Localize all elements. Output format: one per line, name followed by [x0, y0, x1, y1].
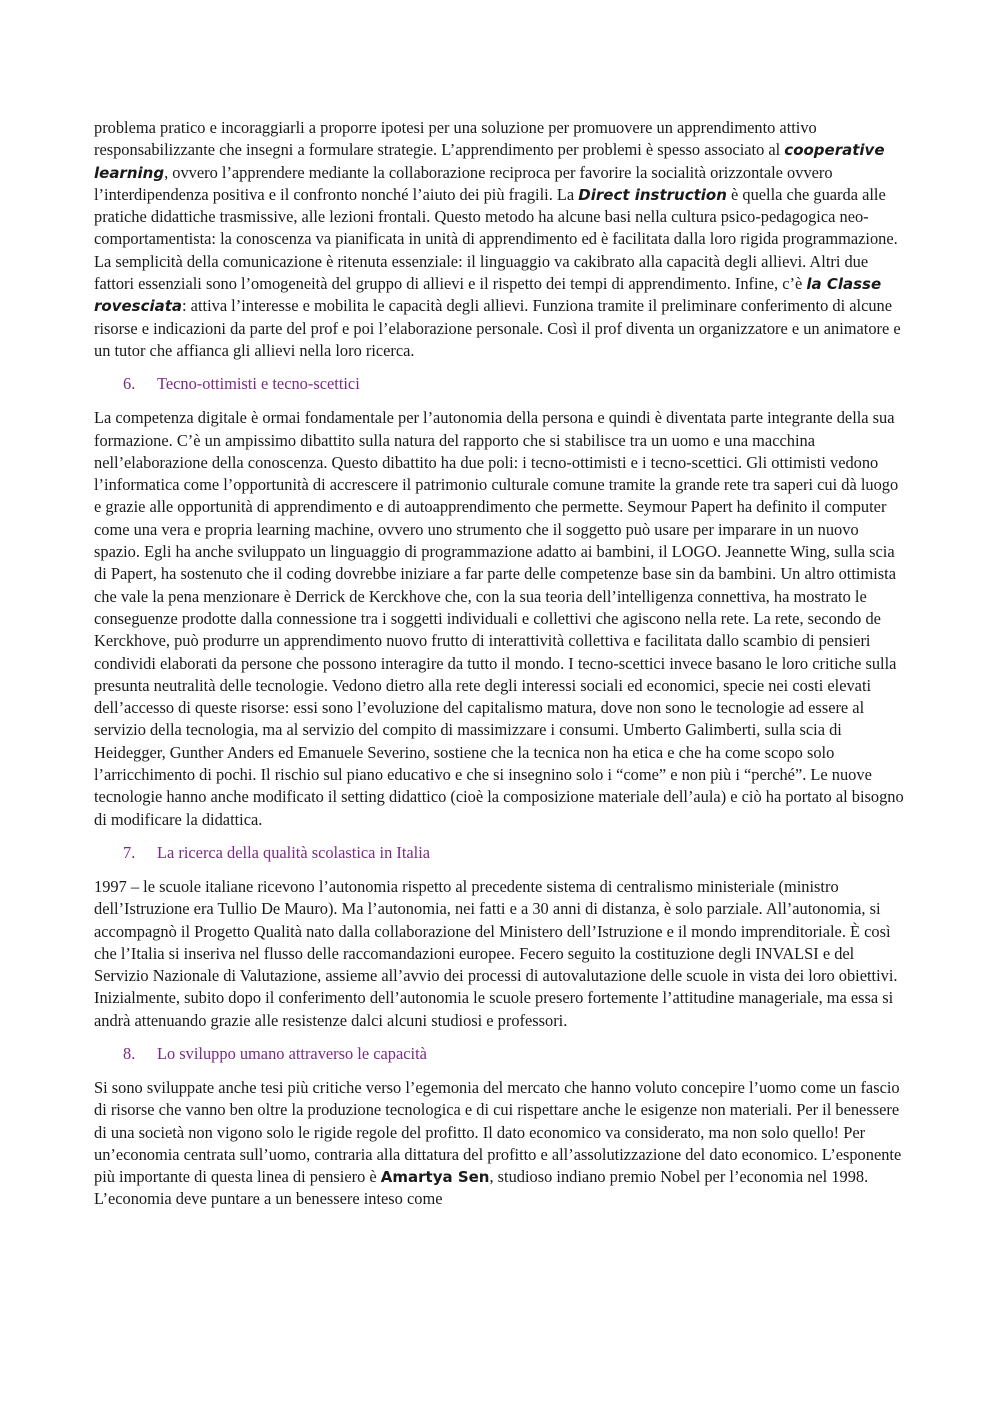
- section-heading-6: [94, 373, 906, 395]
- section-number: 8.: [123, 1043, 136, 1063]
- section-heading-7: [94, 842, 906, 864]
- term-direct-instruction: Direct instruction: [578, 185, 727, 204]
- paragraph-human-development: Si sono sviluppate anche tesi più critiche verso l’egemonia del mercato che hanno voluto concepire l’uomo come un fascio di risorse che vanno ben oltre la produzione tecnologica e di cui rispettare anche le esigenze non materiali. Per il benessere di una società non vigono solo le rigide regole del profitto. Il dato economico va considerato, ma non solo quello! Per un’economia centrata sull’uomo, contraria alla dittatura del profitto e all’assolutizzazione del dato economico. L’esponente più importante di questa linea di pensiero è Amartya Sen, studioso indiano premio Nobel per l’economia nel 1998. L’economia deve puntare a un benessere inteso come: [94, 1077, 902, 1209]
- section-number: 6.: [123, 374, 136, 394]
- paragraph-techno-debate: La competenza digitale è ormai fondamentale per l’autonomia della persona e quindi è diventata parte integrante della sua formazione. C’è un ampissimo dibattito sulla natura del rapporto che si stabilisce tra un uomo e una macchina nell’elaborazione della conoscenza. Questo dibattito ha due poli: i tecno-ottimisti e i tecno-scettici. Gli ottimisti vedono l’informatica come l’opportunità di accrescere il patrimonio culturale comune tramite la grande rete tra saperi cui dà luogo e grazie alle opportunità di apprendimento e di autoapprendimento che permette. Seymour Papert ha definito il computer come una vera e propria learning machine, ovvero uno strumento che il soggetto può usare per imparare in un nuovo spazio. Egli ha anche sviluppato un linguaggio di programmazione adatto ai bambini, il LOGO. Jeannette Wing, sulla scia di Papert, ha sostenuto che il coding dovrebbe iniziare a far parte delle competenze base sin da bambini. Un altro ottimista che vale la pena menzionare è Derrick de Kerckhove che, con la sua teoria dell’intelligenza connettiva, ha mostrato le conseguenze prodotte dalla connessione tra i soggetti individuali e collettivi che agiscono nella rete. La rete, secondo de Kerckhove, può produrre un apprendimento nuovo frutto di interattività collettiva e facilitata dallo scambio di pensieri condividi elaborati da persone che possono interagire da tutto il mondo. I tecno-scettici invece basano le loro critiche sulla presunta neutralità delle tecnologie. Vedono dietro alla rete degli interessi sociali ed economici, specie nei costi elevati dell’accesso di queste risorse: essi sono l’evoluzione del capitalismo matura, dove non sono le tecnologie ad essere al servizio della tecnologia, ma al servizio del compito di massimizzare i consumi. Umberto Galimberti, sulla scia di Heidegger, Gunther Anders ed Emanuele Severino, sostiene che la tecnica non ha etica e che ha come scopo solo l’arricchimento di pochi. Il rischio sul piano educativo e che si insegnino solo i “come” e non più i “perché”. Le nuove tecnologie hanno anche modificato il setting didattico (cioè la composizione materiale dell’aula) e ciò ha portato al bisogno di modificare la didattica.: [94, 408, 904, 829]
- section-number: 7.: [123, 842, 136, 862]
- document-page: [94, 117, 906, 1222]
- term-cooperative-learning: cooperative learning: [94, 141, 885, 182]
- paragraph-school-quality: 1997 – le scuole italiane ricevono l’autonomia rispetto al precedente sistema di centralismo ministeriale (ministro dell’Istruzione era Tullio De Mauro). Ma l’autonomia, nei fatti e a 30 anni di distanza, è solo parziale. All’autonomia, si accompagnò il Progetto Qualità nato dalla collaborazione del Ministero dell’Istruzione e il mondo imprenditoriale. È così che l’Italia si inseriva nel flusso delle raccomandazioni europee. Fecero seguito la costituzione degli INVALSI e del Servizio Nazionale di Valutazione, assieme all’avvio dei processi di autovalutazione delle scuole in vista dei loro obiettivi. Inizialmente, subito dopo il conferimento dell’autonomia le scuole presero fortemente l’attitudine manageriale, ma essa si andrà attenuando grazie alle resistenze dalci alcuni studiosi e professori.: [94, 876, 898, 1030]
- term-classe-rovesciata: la Classe rovesciata: [94, 275, 882, 316]
- paragraph-didactic-methods: problema pratico e incoraggiarli a proporre ipotesi per una soluzione per promuovere un apprendimento attivo responsabilizzante che insegni a formulare strategie. L’apprendimento per problemi è spesso associato al cooperative learning, ovvero l’apprendere mediante la collaborazione reciproca per favorire la socialità orizzontale ovvero l’interdipendenza positiva e il confronto nonché l’aiuto dei più fragili. La Direct instruction è quella che guarda alle pratiche didattiche trasmissive, alle lezioni frontali. Questo metodo ha alcune basi nella cultura psico-pedagogica neo-comportamentista: la conoscenza va pianificata in unità di apprendimento ed è facilitata dalla loro rigida programmazione. La semplicità della comunicazione è ritenuta essenziale: il linguaggio va cakibrato alla capacità degli allievi. Altri due fattori essenziali sono l’omogeneità del gruppo di allievi e il rispetto dei tempi di apprendimento. Infine, c’è la Classe rovesciata: attiva l’interesse e mobilita le capacità degli allievi. Funziona tramite il preliminare conferimento di alcune risorse e indicazioni da parte del prof e poi l’elaborazione personale. Così il prof diventa un organizzatore e un animatore e un tutor che affianca gli allievi nella loro ricerca.: [94, 118, 901, 360]
- section-title: Lo sviluppo umano attraverso le capacità: [157, 1043, 427, 1063]
- section-title: Tecno-ottimisti e tecno-scettici: [157, 374, 360, 394]
- name-amartya-sen: Amartya Sen: [380, 1168, 490, 1187]
- section-heading-8: [94, 1043, 906, 1065]
- section-title: La ricerca della qualità scolastica in Italia: [157, 842, 431, 862]
